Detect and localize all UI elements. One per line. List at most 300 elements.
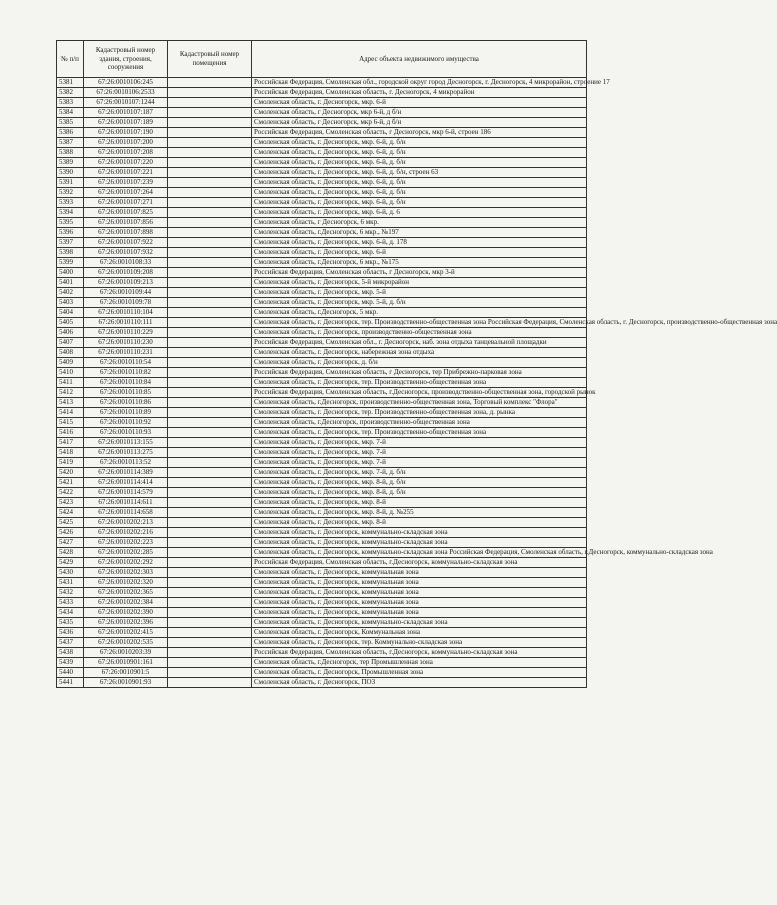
row-number: 5440	[57, 668, 84, 678]
property-address: Смоленская область, г. Десногорск, мкр. 6-й, д. б/н	[252, 148, 587, 158]
table-row	[57, 378, 587, 388]
cadastral-room-number	[168, 228, 252, 238]
property-address: Смоленская область, г. Десногорск, мкр. 6-й, д. б/н	[252, 178, 587, 188]
row-number: 5381	[57, 78, 84, 88]
row-number: 5427	[57, 538, 84, 548]
property-address: Смоленская область, г. Десногорск, 5-й микрорайон	[252, 278, 587, 288]
table-row	[57, 328, 587, 338]
property-address: Смоленская область, г. Десногорск, мкр. 7-й	[252, 448, 587, 458]
property-address: Смоленская область, г Десногорск, 6 мкр.	[252, 218, 587, 228]
cadastral-room-number	[168, 608, 252, 618]
cadastral-building-number: 67:26:0010113:275	[84, 448, 168, 458]
cadastral-room-number	[168, 648, 252, 658]
row-number: 5424	[57, 508, 84, 518]
cadastral-room-number	[168, 548, 252, 558]
table-row	[57, 308, 587, 318]
cadastral-room-number	[168, 508, 252, 518]
property-address: Смоленская область, г.Десногорск, 5 мкр.	[252, 308, 587, 318]
table-row	[57, 278, 587, 288]
cadastral-room-number	[168, 628, 252, 638]
cadastral-building-number: 67:26:0010202:320	[84, 578, 168, 588]
row-number: 5409	[57, 358, 84, 368]
table-row	[57, 228, 587, 238]
cadastral-building-number: 67:26:0010110:54	[84, 358, 168, 368]
cadastral-building-number: 67:26:0010107:264	[84, 188, 168, 198]
row-number: 5425	[57, 518, 84, 528]
cadastral-room-number	[168, 578, 252, 588]
row-number: 5407	[57, 338, 84, 348]
cadastral-building-number: 67:26:0010202:303	[84, 568, 168, 578]
cadastral-building-number: 67:26:0010901:5	[84, 668, 168, 678]
table-row	[57, 608, 587, 618]
cadastral-room-number	[168, 278, 252, 288]
property-address: Смоленская область, г Десногорск, мкр 6-й, д б/н	[252, 118, 587, 128]
row-number: 5435	[57, 618, 84, 628]
cadastral-building-number: 67:26:0010901:161	[84, 658, 168, 668]
property-address: Смоленская область, г. Десногорск, тер. Коммунально-складская зона	[252, 638, 587, 648]
cadastral-room-number	[168, 178, 252, 188]
property-address: Смоленская область, г. Десногорск, тер. Производственно-общественная зона	[252, 378, 587, 388]
row-number: 5436	[57, 628, 84, 638]
cadastral-room-number	[168, 368, 252, 378]
table-row	[57, 78, 587, 88]
row-number: 5419	[57, 458, 84, 468]
cadastral-building-number: 67:26:0010107:1244	[84, 98, 168, 108]
cadastral-building-number: 67:26:0010107:220	[84, 158, 168, 168]
cadastral-building-number: 67:26:0010110:231	[84, 348, 168, 358]
row-number: 5400	[57, 268, 84, 278]
table-row	[57, 88, 587, 98]
row-number: 5397	[57, 238, 84, 248]
row-number: 5413	[57, 398, 84, 408]
row-number: 5417	[57, 438, 84, 448]
cadastral-building-number: 67:26:0010202:213	[84, 518, 168, 528]
table-row	[57, 418, 587, 428]
property-address: Смоленская область, г. Десногорск, мкр. 7-й, д. б/н	[252, 468, 587, 478]
row-number: 5410	[57, 368, 84, 378]
row-number: 5403	[57, 298, 84, 308]
cadastral-building-number: 67:26:0010113:155	[84, 438, 168, 448]
row-number: 5422	[57, 488, 84, 498]
property-address: Смоленская область, г. Десногорск, тер. Производственно-общественная зона Российская Федерация, Смоленская область, г. Десногорск, производственно-общественная зона	[252, 318, 587, 328]
table-row	[57, 448, 587, 458]
cadastral-building-number: 67:26:0010202:285	[84, 548, 168, 558]
cadastral-room-number	[168, 198, 252, 208]
property-address: Смоленская область, г. Десногорск, мкр. 6-й	[252, 248, 587, 258]
table-row	[57, 568, 587, 578]
cadastral-building-number: 67:26:0010110:230	[84, 338, 168, 348]
cadastral-room-number	[168, 598, 252, 608]
row-number: 5415	[57, 418, 84, 428]
row-number: 5423	[57, 498, 84, 508]
property-address: Российская Федерация, Смоленская область, г.Десногорск, коммунально-складская зона	[252, 558, 587, 568]
property-address: Смоленская область, г. Десногорск, коммунальная зона	[252, 608, 587, 618]
cadastral-room-number	[168, 148, 252, 158]
cadastral-building-number: 67:26:0010110:229	[84, 328, 168, 338]
cadastral-room-number	[168, 388, 252, 398]
property-address: Смоленская область, г. Десногорск, мкр. 8-й	[252, 518, 587, 528]
property-address: Смоленская область, г. Десногорск, мкр. 8-й, д. б/н	[252, 478, 587, 488]
table-row	[57, 248, 587, 258]
cadastral-building-number: 67:26:0010114:579	[84, 488, 168, 498]
cadastral-room-number	[168, 638, 252, 648]
cadastral-room-number	[168, 538, 252, 548]
row-number: 5432	[57, 588, 84, 598]
cadastral-building-number: 67:26:0010202:415	[84, 628, 168, 638]
cadastral-room-number	[168, 188, 252, 198]
property-address: Смоленская область, г. Десногорск, мкр. 6-й, д. б/н	[252, 138, 587, 148]
cadastral-building-number: 67:26:0010110:111	[84, 318, 168, 328]
table-row	[57, 628, 587, 638]
property-address: Смоленская область, г. Десногорск, коммунально-складская зона	[252, 538, 587, 548]
row-number: 5416	[57, 428, 84, 438]
cadastral-building-number: 67:26:0010203:39	[84, 648, 168, 658]
header-address: Адрес объекта недвижимого имущества	[252, 41, 587, 78]
row-number: 5388	[57, 148, 84, 158]
row-number: 5387	[57, 138, 84, 148]
cadastral-room-number	[168, 108, 252, 118]
table-row	[57, 558, 587, 568]
cadastral-room-number	[168, 158, 252, 168]
cadastral-building-number: 67:26:0010107:932	[84, 248, 168, 258]
row-number: 5399	[57, 258, 84, 268]
cadastral-building-number: 67:26:0010113:52	[84, 458, 168, 468]
property-address: Смоленская область, г. Десногорск, д. б/н	[252, 358, 587, 368]
property-address: Смоленская область, г. Десногорск, Коммунальная зона	[252, 628, 587, 638]
table-row	[57, 128, 587, 138]
cadastral-room-number	[168, 98, 252, 108]
row-number: 5386	[57, 128, 84, 138]
row-number: 5426	[57, 528, 84, 538]
cadastral-building-number: 67:26:0010114:389	[84, 468, 168, 478]
table-row	[57, 658, 587, 668]
cadastral-building-number: 67:26:0010114:658	[84, 508, 168, 518]
table-row	[57, 518, 587, 528]
table-row	[57, 98, 587, 108]
cadastral-room-number	[168, 408, 252, 418]
cadastral-room-number	[168, 138, 252, 148]
cadastral-building-number: 67:26:0010108:33	[84, 258, 168, 268]
table-row	[57, 648, 587, 658]
property-address: Смоленская область, г. Десногорск, коммунально-складская зона	[252, 528, 587, 538]
property-address: Смоленская область, г. Десногорск, мкр. 8-й, д. б/н	[252, 488, 587, 498]
property-address: Смоленская область, г. Десногорск, коммунальная зона	[252, 568, 587, 578]
property-address: Смоленская область, г. Десногорск, ПОЗ	[252, 678, 587, 688]
row-number: 5421	[57, 478, 84, 488]
row-number: 5429	[57, 558, 84, 568]
cadastral-room-number	[168, 338, 252, 348]
property-address: Смоленская область, г. Десногорск, мкр. 6-й, д. б/н	[252, 158, 587, 168]
row-number: 5414	[57, 408, 84, 418]
table-row	[57, 368, 587, 378]
property-address: Смоленская область, г.Десногорск, 6 мкр., №197	[252, 228, 587, 238]
property-address: Российская Федерация, Смоленская обл., городской округ город Десногорск, г. Десногорск, 4 микрорайон, строение 17	[252, 78, 587, 88]
table-row	[57, 678, 587, 688]
cadastral-room-number	[168, 358, 252, 368]
table-row	[57, 348, 587, 358]
table-row	[57, 178, 587, 188]
header-cadastral-room: Кадастровый номер помещения	[168, 41, 252, 78]
cadastral-building-number: 67:26:0010107:187	[84, 108, 168, 118]
table-row	[57, 358, 587, 368]
table-row	[57, 318, 587, 328]
cadastral-building-number: 67:26:0010107:856	[84, 218, 168, 228]
row-number: 5382	[57, 88, 84, 98]
cadastral-building-number: 67:26:0010106:245	[84, 78, 168, 88]
cadastral-room-number	[168, 468, 252, 478]
row-number: 5438	[57, 648, 84, 658]
cadastral-building-number: 67:26:0010107:825	[84, 208, 168, 218]
cadastral-building-number: 67:26:0010107:208	[84, 148, 168, 158]
property-address: Российская Федерация, Смоленская область, г Десногорск, мкр 6-й, строен 186	[252, 128, 587, 138]
cadastral-room-number	[168, 328, 252, 338]
cadastral-room-number	[168, 268, 252, 278]
property-address: Смоленская область, г. Десногорск, мкр. 6-й, д. б/н	[252, 188, 587, 198]
table-row	[57, 218, 587, 228]
row-number: 5433	[57, 598, 84, 608]
property-address: Смоленская область, г. Десногорск, Промышленная зона	[252, 668, 587, 678]
cadastral-room-number	[168, 308, 252, 318]
property-address: Смоленская область, г. Десногорск, производственно-общественная зона	[252, 328, 587, 338]
table-row	[57, 528, 587, 538]
property-address: Смоленская область, г. Десногорск, мкр. 6-й, д. 6	[252, 208, 587, 218]
row-number: 5391	[57, 178, 84, 188]
cadastral-building-number: 67:26:0010109:208	[84, 268, 168, 278]
cadastral-room-number	[168, 478, 252, 488]
table-row	[57, 198, 587, 208]
cadastral-room-number	[168, 458, 252, 468]
table-row	[57, 168, 587, 178]
cadastral-room-number	[168, 618, 252, 628]
property-address: Смоленская область, г. Десногорск, набережная зона отдыха	[252, 348, 587, 358]
cadastral-room-number	[168, 128, 252, 138]
table-row	[57, 428, 587, 438]
property-address: Смоленская область, г Десногорск, мкр 6-й, д б/н	[252, 108, 587, 118]
cadastral-building-number: 67:26:0010109:44	[84, 288, 168, 298]
cadastral-room-number	[168, 238, 252, 248]
property-address: Смоленская область, г.Десногорск, производственно-общественная зона	[252, 418, 587, 428]
property-address: Смоленская область, г. Десногорск, мкр. 6-й, д. б/н	[252, 198, 587, 208]
cadastral-building-number: 67:26:0010109:213	[84, 278, 168, 288]
cadastral-room-number	[168, 668, 252, 678]
property-address: Смоленская область, г. Десногорск, мкр. 7-й	[252, 458, 587, 468]
property-address: Смоленская область, г. Десногорск, коммунально-складская зона	[252, 618, 587, 628]
row-number: 5420	[57, 468, 84, 478]
table-row	[57, 638, 587, 648]
row-number: 5393	[57, 198, 84, 208]
row-number: 5434	[57, 608, 84, 618]
cadastral-building-number: 67:26:0010114:414	[84, 478, 168, 488]
cadastral-room-number	[168, 168, 252, 178]
cadastral-building-number: 67:26:0010202:216	[84, 528, 168, 538]
cadastral-building-number: 67:26:0010202:292	[84, 558, 168, 568]
row-number: 5392	[57, 188, 84, 198]
table-row	[57, 548, 587, 558]
cadastral-room-number	[168, 498, 252, 508]
row-number: 5385	[57, 118, 84, 128]
table-row	[57, 338, 587, 348]
row-number: 5402	[57, 288, 84, 298]
cadastral-room-number	[168, 438, 252, 448]
row-number: 5383	[57, 98, 84, 108]
table-row	[57, 468, 587, 478]
row-number: 5430	[57, 568, 84, 578]
cadastral-room-number	[168, 568, 252, 578]
cadastral-building-number: 67:26:0010110:104	[84, 308, 168, 318]
table-row	[57, 388, 587, 398]
row-number: 5389	[57, 158, 84, 168]
property-address: Смоленская область, г. Десногорск, мкр. 5-й	[252, 288, 587, 298]
cadastral-building-number: 67:26:0010202:384	[84, 598, 168, 608]
table-row	[57, 458, 587, 468]
cadastral-building-number: 67:26:0010110:84	[84, 378, 168, 388]
cadastral-room-number	[168, 518, 252, 528]
cadastral-room-number	[168, 398, 252, 408]
cadastral-building-number: 67:26:0010202:390	[84, 608, 168, 618]
row-number: 5390	[57, 168, 84, 178]
cadastral-room-number	[168, 558, 252, 568]
property-address: Смоленская область, г. Десногорск, мкр. 6-й, д. б/н, строен 63	[252, 168, 587, 178]
table-row	[57, 158, 587, 168]
table-row	[57, 268, 587, 278]
row-number: 5384	[57, 108, 84, 118]
header-number: № п/п	[57, 41, 84, 78]
table-row	[57, 578, 587, 588]
cadastral-room-number	[168, 118, 252, 128]
cadastral-building-number: 67:26:0010107:221	[84, 168, 168, 178]
cadastral-room-number	[168, 78, 252, 88]
table-row	[57, 668, 587, 678]
property-address: Смоленская область, г. Десногорск, коммунально-складская зона Российская Федерация, Смоленская область, г.Десногорск, коммунально-складская зона	[252, 548, 587, 558]
table-row	[57, 288, 587, 298]
property-address: Смоленская область, г. Десногорск, мкр. 8-й, д. №255	[252, 508, 587, 518]
table-row	[57, 298, 587, 308]
table-row	[57, 598, 587, 608]
cadastral-building-number: 67:26:0010107:271	[84, 198, 168, 208]
row-number: 5395	[57, 218, 84, 228]
property-address: Российская Федерация, Смоленская обл., г. Десногорск, наб. зона отдыха танцевальной площадки	[252, 338, 587, 348]
cadastral-building-number: 67:26:0010107:922	[84, 238, 168, 248]
cadastral-building-number: 67:26:0010107:200	[84, 138, 168, 148]
row-number: 5411	[57, 378, 84, 388]
cadastral-room-number	[168, 378, 252, 388]
row-number: 5431	[57, 578, 84, 588]
cadastral-building-number: 67:26:0010110:93	[84, 428, 168, 438]
table-row	[57, 478, 587, 488]
table-row	[57, 498, 587, 508]
cadastral-building-number: 67:26:0010107:190	[84, 128, 168, 138]
cadastral-room-number	[168, 678, 252, 688]
property-address: Смоленская область, г.Десногорск, производственно-общественная зона, Торговый комплекс "Флора"	[252, 398, 587, 408]
cadastral-building-number: 67:26:0010202:535	[84, 638, 168, 648]
table-row	[57, 188, 587, 198]
cadastral-room-number	[168, 208, 252, 218]
table-row	[57, 258, 587, 268]
cadastral-room-number	[168, 298, 252, 308]
row-number: 5441	[57, 678, 84, 688]
property-address: Смоленская область, г. Десногорск, мкр. 5-й, д. б/н	[252, 298, 587, 308]
row-number: 5418	[57, 448, 84, 458]
property-address: Смоленская область, г. Десногорск, коммунальная зона	[252, 598, 587, 608]
row-number: 5439	[57, 658, 84, 668]
cadastral-building-number: 67:26:0010202:223	[84, 538, 168, 548]
row-number: 5437	[57, 638, 84, 648]
property-address: Смоленская область, г. Десногорск, мкр. 6-й, д. 178	[252, 238, 587, 248]
cadastral-building-number: 67:26:0010202:396	[84, 618, 168, 628]
row-number: 5404	[57, 308, 84, 318]
cadastral-building-number: 67:26:0010110:82	[84, 368, 168, 378]
table-row	[57, 618, 587, 628]
cadastral-building-number: 67:26:0010114:611	[84, 498, 168, 508]
cadastral-room-number	[168, 348, 252, 358]
cadastral-room-number	[168, 418, 252, 428]
cadastral-building-number: 67:26:0010109:78	[84, 298, 168, 308]
table-row	[57, 118, 587, 128]
table-row	[57, 208, 587, 218]
table-row	[57, 538, 587, 548]
cadastral-room-number	[168, 428, 252, 438]
cadastral-building-number: 67:26:0010110:86	[84, 398, 168, 408]
cadastral-building-number: 67:26:0010107:898	[84, 228, 168, 238]
cadastral-room-number	[168, 528, 252, 538]
property-address: Смоленская область, г.Десногорск, тер Промышленная зона	[252, 658, 587, 668]
property-address: Смоленская область, г. Десногорск, мкр. 6-й	[252, 98, 587, 108]
row-number: 5406	[57, 328, 84, 338]
row-number: 5396	[57, 228, 84, 238]
row-number: 5398	[57, 248, 84, 258]
cadastral-room-number	[168, 258, 252, 268]
table-row	[57, 148, 587, 158]
cadastral-room-number	[168, 448, 252, 458]
cadastral-building-number: 67:26:0010901:93	[84, 678, 168, 688]
table-row	[57, 508, 587, 518]
cadastral-building-number: 67:26:0010110:92	[84, 418, 168, 428]
row-number: 5408	[57, 348, 84, 358]
cadastral-room-number	[168, 218, 252, 228]
table-row	[57, 398, 587, 408]
cadastral-building-number: 67:26:0010110:85	[84, 388, 168, 398]
table-row	[57, 138, 587, 148]
cadastral-room-number	[168, 658, 252, 668]
property-address: Российская Федерация, Смоленская область, г Десногорск, тер Прибрежно-парковая зона	[252, 368, 587, 378]
table-row	[57, 238, 587, 248]
property-address: Смоленская область, г. Десногорск, тер. Производственно-общественная зона	[252, 428, 587, 438]
cadastral-room-number	[168, 88, 252, 98]
cadastral-room-number	[168, 288, 252, 298]
property-address: Смоленская область, г. Десногорск, мкр. 7-й	[252, 438, 587, 448]
table-row	[57, 108, 587, 118]
table-row	[57, 488, 587, 498]
cadastral-room-number	[168, 588, 252, 598]
cadastral-room-number	[168, 488, 252, 498]
row-number: 5394	[57, 208, 84, 218]
row-number: 5428	[57, 548, 84, 558]
row-number: 5405	[57, 318, 84, 328]
cadastral-building-number: 67:26:0010106:2533	[84, 88, 168, 98]
header-cadastral-building: Кадастровый номер здания, строения, сооружения	[84, 41, 168, 78]
row-number: 5401	[57, 278, 84, 288]
property-address: Смоленская область, г. Десногорск, коммунальная зона	[252, 588, 587, 598]
table-row	[57, 408, 587, 418]
table-body	[57, 78, 777, 688]
cadastral-building-number: 67:26:0010107:239	[84, 178, 168, 188]
property-address: Смоленская область, г. Десногорск, коммунальная зона	[252, 578, 587, 588]
cadastral-building-number: 67:26:0010202:365	[84, 588, 168, 598]
cadastral-room-number	[168, 248, 252, 258]
table-header-row	[57, 41, 587, 78]
property-address: Российская Федерация, Смоленская область, г.Десногорск, коммунально-складская зона	[252, 648, 587, 658]
property-address: Российская Федерация, Смоленская область, г. Десногорск, 4 микрорайон	[252, 88, 587, 98]
